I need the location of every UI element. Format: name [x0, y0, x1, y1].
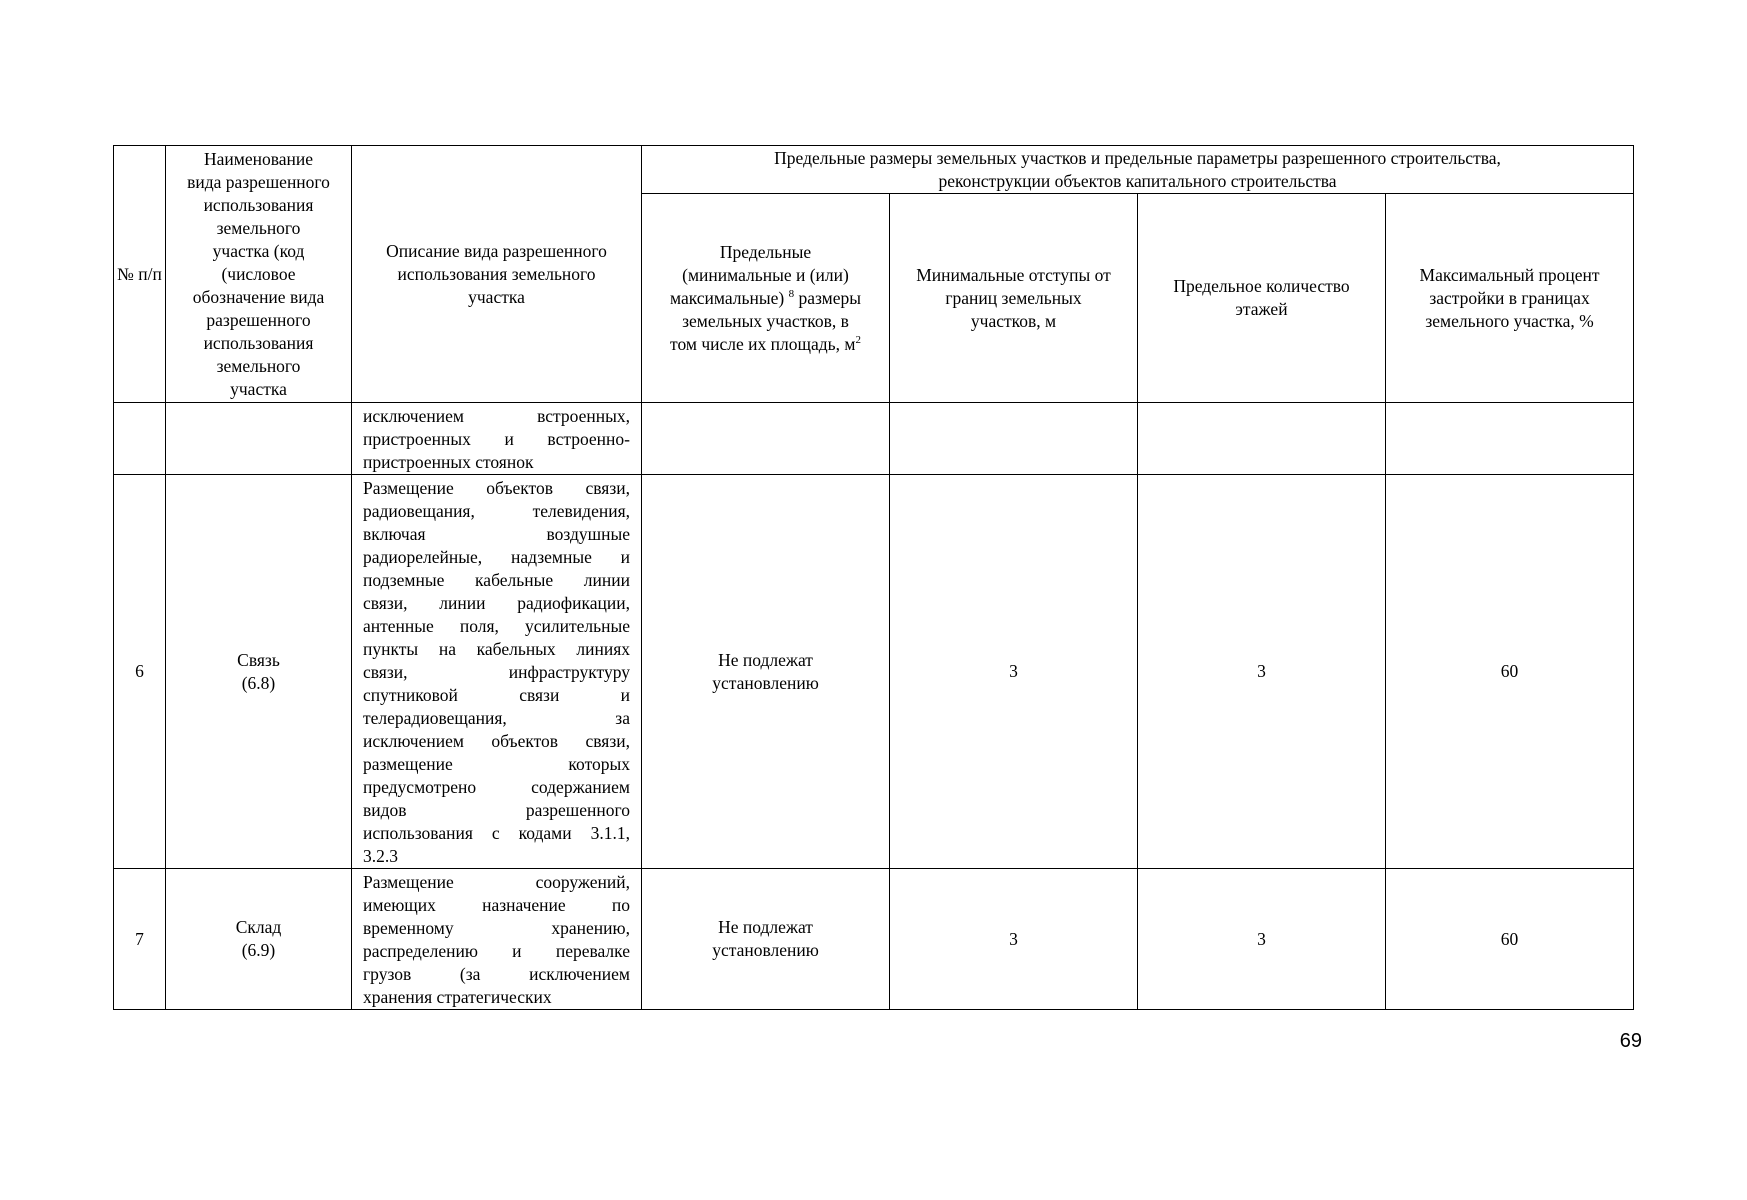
coverage-value: 60 — [1500, 928, 1519, 949]
description-line: использования с кодами 3.1.1, — [363, 823, 630, 843]
description-cell — [352, 403, 642, 475]
floors-cell — [1138, 403, 1386, 475]
description-line: связи, линии радиофикации, — [363, 593, 630, 613]
floors-cell — [1138, 869, 1386, 1010]
setbacks-cell — [890, 403, 1138, 475]
use-name-cell — [166, 869, 352, 1010]
description-line: радиорелейные, надземные и — [363, 547, 630, 567]
setbacks-value: 3 — [1009, 928, 1018, 949]
header-floors-line: этажей — [1235, 299, 1288, 319]
header-plot-sizes-l3a: максимальные) — [669, 287, 785, 308]
description-line: связи, инфраструктуру — [363, 662, 630, 682]
description-line: исключением встроенных, — [363, 406, 630, 426]
footnote-mark: 8 — [788, 287, 795, 300]
coverage-cell — [1386, 403, 1634, 475]
header-setbacks-line: участков, м — [970, 310, 1057, 331]
plot-sizes-cell — [642, 475, 890, 869]
header-number-text: № п/п — [117, 263, 162, 284]
description-line: временному хранению, — [363, 918, 630, 938]
header-use-name-line: участка (код — [212, 240, 305, 261]
description-line: пристроенных и встроенно- — [363, 429, 630, 449]
header-setbacks — [890, 194, 1138, 403]
header-use-name-line: участка — [230, 378, 287, 399]
use-name-cell — [166, 403, 352, 475]
header-plot-sizes — [642, 194, 890, 403]
header-use-name-line: Наименование — [203, 148, 314, 169]
description-line: включая воздушные — [363, 524, 630, 544]
header-plot-sizes-l5 — [653, 333, 878, 356]
description-line: 3.2.3 — [363, 846, 398, 866]
header-limits-group — [642, 146, 1634, 194]
row-number-cell — [114, 475, 166, 869]
plot-sizes-cell — [642, 869, 890, 1010]
coverage-value: 60 — [1500, 661, 1519, 681]
use-name-line: (6.8) — [241, 672, 276, 693]
header-plot-sizes-l4: земельных участков, в — [682, 310, 849, 331]
header-description-line: использования земельного — [397, 263, 596, 284]
floors-cell — [1138, 475, 1386, 869]
description-line: распределению и перевалке — [363, 941, 630, 961]
header-plot-sizes-l3b: размеры — [798, 287, 862, 308]
header-plot-sizes-l1: Предельные — [719, 241, 812, 262]
header-use-name-line: использования — [203, 194, 314, 215]
regulations-table — [113, 145, 1634, 1010]
use-name-cell — [166, 475, 352, 869]
plot-sizes-line: Не подлежат — [718, 917, 813, 937]
header-plot-sizes-l2: (минимальные и (или) — [682, 264, 849, 285]
description-line: антенные поля, усилительные — [363, 616, 630, 636]
header-number — [114, 146, 166, 403]
description-line: радиовещания, телевидения, — [363, 501, 630, 521]
table-row — [114, 403, 1634, 475]
header-setbacks-line: границ земельных — [945, 287, 1082, 308]
coverage-cell — [1386, 475, 1634, 869]
description-line: имеющих назначение по — [363, 895, 630, 915]
coverage-cell — [1386, 869, 1634, 1010]
header-plot-sizes-l3 — [653, 287, 878, 310]
plot-sizes-line: установлению — [712, 672, 819, 693]
description-line: пристроенных стоянок — [363, 452, 534, 472]
header-use-name-line: земельного — [216, 355, 301, 376]
header-use-name-line: вида разрешенного — [187, 171, 330, 192]
table-row — [114, 869, 1634, 1010]
unit-superscript: 2 — [855, 333, 861, 346]
header-coverage-line: земельного участка, % — [1425, 310, 1594, 331]
header-use-name-line: разрешенного — [206, 309, 311, 330]
header-use-name — [166, 146, 352, 403]
description-line: размещение которых — [363, 754, 630, 774]
description-line: хранения стратегических — [363, 987, 552, 1007]
header-coverage-line: Максимальный процент — [1419, 264, 1600, 285]
description-cell — [352, 475, 642, 869]
plot-sizes-line: установлению — [712, 940, 819, 960]
header-limits-group-line: Предельные размеры земельных участков и предельные параметры разрешенного строительства, — [774, 147, 1501, 168]
setbacks-cell — [890, 869, 1138, 1010]
use-name-line: Связь — [237, 649, 280, 670]
description-line: исключением объектов связи, — [363, 731, 630, 751]
description-line: Размещение объектов связи, — [363, 478, 630, 498]
description-line: пункты на кабельных линиях — [363, 639, 630, 659]
header-use-name-line: использования — [203, 332, 314, 353]
floors-value: 3 — [1257, 928, 1266, 949]
row-number: 7 — [135, 928, 144, 949]
description-line: грузов (за исключением — [363, 964, 630, 984]
description-line: подземные кабельные линии — [363, 570, 630, 590]
use-name-line: Склад — [235, 917, 282, 937]
header-description-line: Описание вида разрешенного — [386, 240, 607, 261]
plot-sizes-cell — [642, 403, 890, 475]
use-name-line: (6.9) — [241, 940, 276, 960]
header-description — [352, 146, 642, 403]
header-use-name-line: земельного — [216, 217, 301, 238]
header-floors-line: Предельное количество — [1173, 276, 1350, 296]
header-setbacks-line: Минимальные отступы от — [916, 264, 1111, 285]
page-number: 69 — [1619, 1030, 1642, 1052]
header-limits-group-line: реконструкции объектов капитального строительства — [938, 170, 1337, 191]
header-description-line: участка — [468, 286, 525, 307]
plot-sizes-line: Не подлежат — [718, 649, 813, 670]
header-plot-sizes-l5a: том числе их площадь, м — [670, 333, 856, 354]
row-number-cell — [114, 869, 166, 1010]
header-floors — [1138, 194, 1386, 403]
description-line: телерадиовещания, за — [363, 708, 630, 728]
description-line: спутниковой связи и — [363, 685, 630, 705]
description-cell — [352, 869, 642, 1010]
description-line: предусмотрено содержанием — [363, 777, 630, 797]
floors-value: 3 — [1257, 661, 1266, 681]
header-use-name-line: (числовое — [221, 263, 296, 284]
description-line: Размещение сооружений, — [363, 872, 630, 892]
description-line: видов разрешенного — [363, 800, 630, 820]
table-row — [114, 475, 1634, 869]
setbacks-value: 3 — [1009, 661, 1018, 681]
row-number-cell — [114, 403, 166, 475]
setbacks-cell — [890, 475, 1138, 869]
header-coverage-line: застройки в границах — [1429, 287, 1590, 308]
header-use-name-line: обозначение вида — [192, 286, 325, 307]
header-coverage — [1386, 194, 1634, 403]
row-number: 6 — [135, 661, 144, 681]
